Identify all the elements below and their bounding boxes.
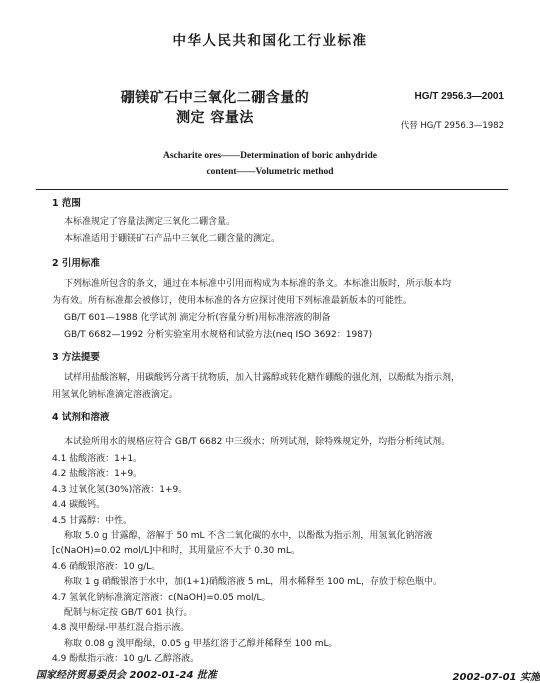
section-2-heading: 2 引用标准 <box>52 258 100 269</box>
standard-title-line2: 测定 容量法 <box>176 110 254 126</box>
section-1-paragraph-1: 本标准规定了容量法测定三氧化二硼含量。 <box>64 217 236 227</box>
section-2-paragraph-2: 为有效。所有标准都会被修订，使用本标准的各方应探讨使用下列标准最新版本的可能性。 <box>52 296 413 306</box>
reagent-4-4: 4.4 碳酸钙。 <box>52 500 106 511</box>
section-1-heading: 1 范围 <box>52 198 81 209</box>
replaces-standard: 代替 HG/T 2956.3—1982 <box>400 121 504 131</box>
reagent-4-5-detail-2: [c(NaOH)=0.02 mol/L]中和时，其用量应不大于 0.30 mL。 <box>52 546 300 557</box>
reagent-4-5: 4.5 甘露醇：中性。 <box>52 515 133 526</box>
reagent-4-5-detail-1: 称取 5.0 g 甘露醇，溶解于 50 mL 不含二氧化碳的水中，以酚酞为指示剂，用氢氧化钠溶液 <box>64 531 433 541</box>
section-4-intro: 本试验所用水的规格应符合 GB/T 6682 中三级水；所列试剂，除特殊规定外，均指分析纯试剂。 <box>64 437 451 447</box>
section-3-heading: 3 方法提要 <box>52 352 100 363</box>
section-1-paragraph-2: 本标准适用于硼镁矿石产品中三氧化二硼含量的测定。 <box>64 234 281 244</box>
section-3-paragraph-1: 试样用盐酸溶解，用碳酸钙分离干扰物质，加入甘露醇或转化糖作硼酸的强化剂，以酚酞为指示剂， <box>64 373 461 383</box>
header-divider <box>36 189 508 190</box>
standard-title-line1: 硼镁矿石中三氧化二硼含量的 <box>120 90 310 106</box>
reference-standard-1: GB/T 601—1988 化学试剂 滴定分析(容量分析)用标准溶液的制备 <box>64 313 331 323</box>
reagent-4-2: 4.2 盐酸溶液：1+9。 <box>52 469 143 480</box>
english-title-line2: content——Volumetric method <box>206 167 334 177</box>
standard-number: HG/T 2956.3—2001 <box>414 91 504 102</box>
reagent-4-1: 4.1 盐酸溶液：1+1。 <box>52 454 143 464</box>
reagent-4-6: 4.6 硝酸银溶液：10 g/L。 <box>52 561 161 572</box>
issuing-organization: 中华人民共和国化工行业标准 <box>172 33 368 49</box>
section-4-heading: 4 试剂和溶液 <box>52 412 110 423</box>
section-2-paragraph-1: 下列标准所包含的条文，通过在本标准中引用而构成为本标准的条文。本标准出版时，所示版本均 <box>64 279 452 289</box>
reagent-4-9: 4.9 酚酞指示液：10 g/L 乙醇溶液。 <box>52 654 200 665</box>
reagent-4-6-detail: 称取 1 g 硝酸银溶于水中，加(1+1)硝酸溶液 5 mL，用水稀释至 100 mL，存放于棕色瓶中。 <box>64 577 442 588</box>
reference-standard-2: GB/T 6682—1992 分析实验室用水规格和试验方法(neq ISO 3692：1987) <box>64 330 373 340</box>
reagent-4-7: 4.7 氢氧化钠标准滴定溶液：c(NaOH)=0.05 mol/L。 <box>52 592 271 603</box>
implementation-date: 2002-07-01 实施 <box>452 672 540 683</box>
reagent-4-8-detail: 称取 0.08 g 溴甲酚绿，0.05 g 甲基红溶于乙醇并稀释至 100 mL。 <box>64 638 338 649</box>
approval-note: 国家经济贸易委员会 2002-01-24 批准 <box>36 670 217 681</box>
reagent-4-7-detail: 配制与标定按 GB/T 601 执行。 <box>64 608 193 618</box>
section-3-paragraph-2: 用氢氧化钠标准滴定溶液滴定。 <box>52 390 179 400</box>
reagent-4-3: 4.3 过氧化氢(30%)溶液：1+9。 <box>52 484 188 495</box>
reagent-4-8: 4.8 溴甲酚绿-甲基红混合指示液。 <box>52 623 190 634</box>
english-title-line1: Ascharite ores——Determination of boric anhydride <box>162 151 378 161</box>
